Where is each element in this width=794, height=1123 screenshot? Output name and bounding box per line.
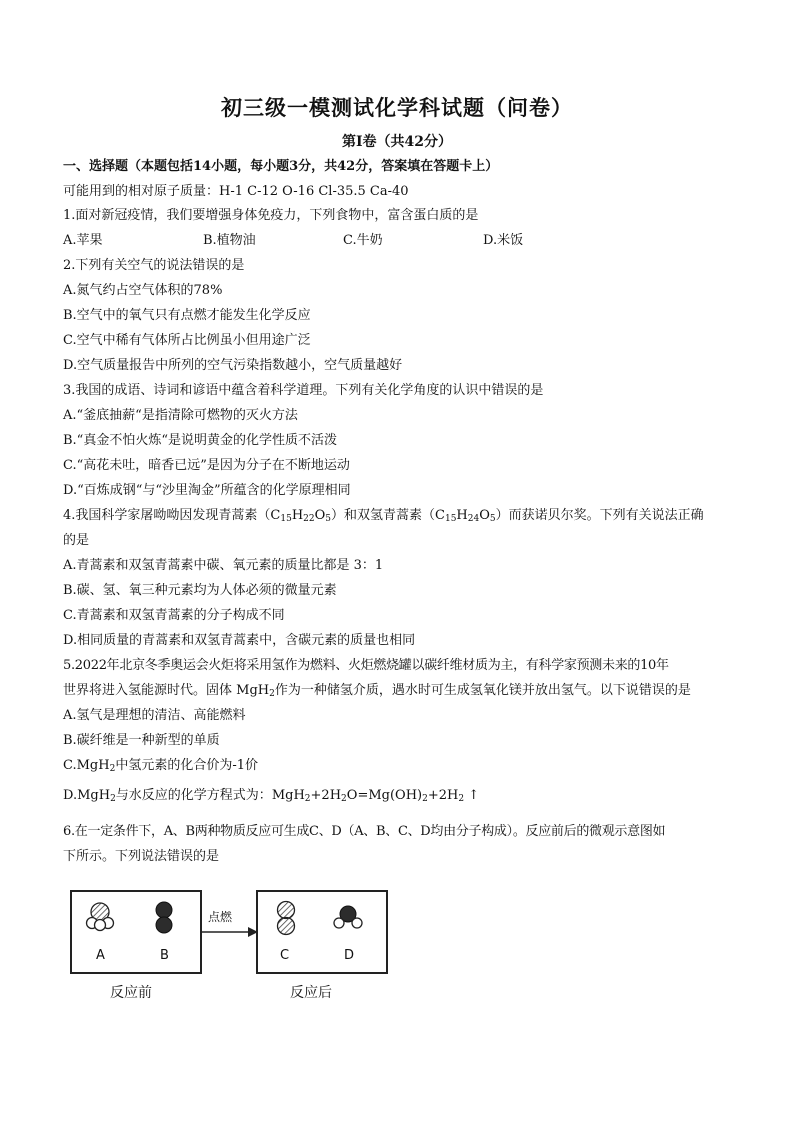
q4-formula-el: O — [479, 508, 490, 523]
q6-stem-1: 6.在一定条件下，A、B两种物质反应可生成C、D（A、B、C、D均由分子构成）。反应前后的微观示意图如 — [63, 824, 666, 839]
q4-stem-post: ）而获诺贝尔奖。下列有关说法正确 — [495, 508, 704, 523]
q4-formula-sub: 5 — [489, 514, 496, 524]
page-subtitle: 第Ⅰ卷（共42分） — [341, 134, 453, 150]
label-b: B — [160, 948, 169, 963]
q5-option-c — [63, 757, 743, 775]
q5-option-d-pre: D.MgH — [63, 788, 111, 803]
q3-option-c: C.“高花未吐，暗香已远”是因为分子在不断地运动 — [63, 458, 350, 473]
molecule-a-icon — [72, 892, 200, 972]
molecule-c-icon — [258, 892, 386, 972]
q1-option-d: D.米饭 — [483, 233, 524, 248]
q5-option-d-mid: 与水反应的化学方程式为： — [115, 788, 272, 803]
q5-option-c-pre: C.MgH — [63, 758, 110, 773]
q4-stem-pre: 4.我国科学家屠呦呦因发现青蒿素（C — [63, 508, 281, 523]
q5-equation: +2H — [310, 788, 342, 803]
q1-option-a: A.苹果 — [63, 233, 103, 248]
q2-option-d: D.空气质量报告中所列的空气污染指数越小，空气质量越好 — [63, 358, 403, 373]
q4-stem-cont: 的是 — [63, 533, 90, 548]
q4-option-a: A.青蒿素和双氢青蒿素中碳、氧元素的质量比都是 3：1 — [63, 558, 384, 573]
label-d: D — [344, 948, 355, 963]
q4-formula-sub: 22 — [303, 514, 315, 524]
q4-option-d: D.相同质量的青蒿素和双氢青蒿素中，含碳元素的质量也相同 — [63, 633, 416, 648]
q5-equation: O=Mg(OH) — [346, 788, 423, 803]
page-title: 初三级一模测试化学科试题（问卷） — [221, 95, 573, 120]
q4-option-b: B.碳、氢、氧三种元素均为人体必须的微量元素 — [63, 583, 337, 598]
q2-option-a: A.氮气约占空气体积的78% — [63, 283, 223, 298]
q5-formula-sub: 2 — [458, 794, 465, 804]
q5-formula-sub: 2 — [269, 689, 275, 699]
atomic-masses: 可能用到的相对原子质量：H-1 C-12 O-16 Cl-35.5 Ca-40 — [63, 184, 409, 199]
q4-stem-mid: ）和双氢青蒿素（C — [331, 508, 445, 523]
after-box — [256, 890, 388, 974]
q5-formula-sub: 2 — [341, 794, 347, 804]
q5-option-d — [63, 787, 743, 805]
q1-stem: 1.面对新冠疫情，我们要增强身体免疫力，下列食物中，富含蛋白质的是 — [63, 208, 479, 223]
arrow-label: 点燃 — [208, 910, 233, 924]
q5-option-c-post: 中氢元素的化合价为-1价 — [115, 758, 258, 773]
q5-formula-sub: 2 — [110, 794, 116, 804]
q1-option-b: B.植物油 — [203, 233, 256, 248]
q3-option-a: A.“釜底抽薪“是指清除可燃物的灭火方法 — [63, 408, 298, 423]
q5-formula-sub: 2 — [422, 794, 428, 804]
q4-option-c: C.青蒿素和双氢青蒿素的分子构成不同 — [63, 608, 285, 623]
q4-formula-el: H — [456, 508, 468, 523]
q5-formula-sub: 2 — [109, 764, 116, 774]
reaction-diagram — [70, 884, 390, 1004]
q5-formula-sub: 2 — [304, 794, 311, 804]
q5-equation: MgH — [271, 788, 305, 803]
label-a: A — [96, 948, 105, 963]
q5-stem-2-pre: 世界将进入氢能源时代。固体 MgH — [63, 683, 270, 698]
q4-formula-el: O — [314, 508, 326, 523]
before-box — [70, 890, 202, 974]
q4-formula-sub: 5 — [325, 514, 332, 524]
q6-stem-2: 下所示。下列说法错误的是 — [63, 849, 220, 864]
q4-formula-sub: 24 — [467, 514, 480, 524]
gas-arrow-icon: ↑ — [464, 788, 480, 803]
caption-after: 反应后 — [290, 985, 332, 1001]
q3-option-d: D.“百炼成钢“与“沙里淘金”所蕴含的化学原理相同 — [63, 483, 351, 498]
q2-option-c: C.空气中稀有气体所占比例虽小但用途广泛 — [63, 333, 311, 348]
caption-before: 反应前 — [110, 985, 152, 1001]
q2-option-b: B.空气中的氧气只有点燃才能发生化学反应 — [63, 308, 311, 323]
q5-stem-1: 5.2022年北京冬季奥运会火炬将采用氢作为燃料、火炬燃烧罐以碳纤维材质为主，有科学家预测未来的10年 — [63, 658, 669, 673]
q4-formula-el: H — [291, 508, 304, 523]
q5-stem-2-post: 作为一种储氢介质，遇水时可生成氢氧化镁并放出氢气。以下说错误的是 — [274, 683, 691, 698]
q5-equation: +2H — [427, 788, 459, 803]
label-c: C — [280, 948, 290, 963]
q1-options — [63, 232, 743, 250]
q5-option-b: B.碳纤维是一种新型的单质 — [63, 733, 220, 748]
q2-stem: 2.下列有关空气的说法错误的是 — [63, 258, 245, 273]
q1-option-c: C.牛奶 — [343, 233, 383, 248]
q5-option-a: A.氢气是理想的清洁、高能燃料 — [63, 708, 246, 723]
q4-stem — [63, 507, 743, 525]
q4-formula-sub: 15 — [280, 514, 292, 524]
section-heading: 一、选择题（本题包括14小题，每小题3分，共42分，答案填在答题卡上） — [63, 159, 499, 174]
q5-stem-2 — [63, 682, 743, 700]
q3-option-b: B.“真金不怕火炼“是说明黄金的化学性质不活泼 — [63, 433, 337, 448]
q4-formula-sub: 15 — [444, 514, 457, 524]
q3-stem: 3.我国的成语、诗词和谚语中蕴含着科学道理。下列有关化学角度的认识中错误的是 — [63, 383, 544, 398]
